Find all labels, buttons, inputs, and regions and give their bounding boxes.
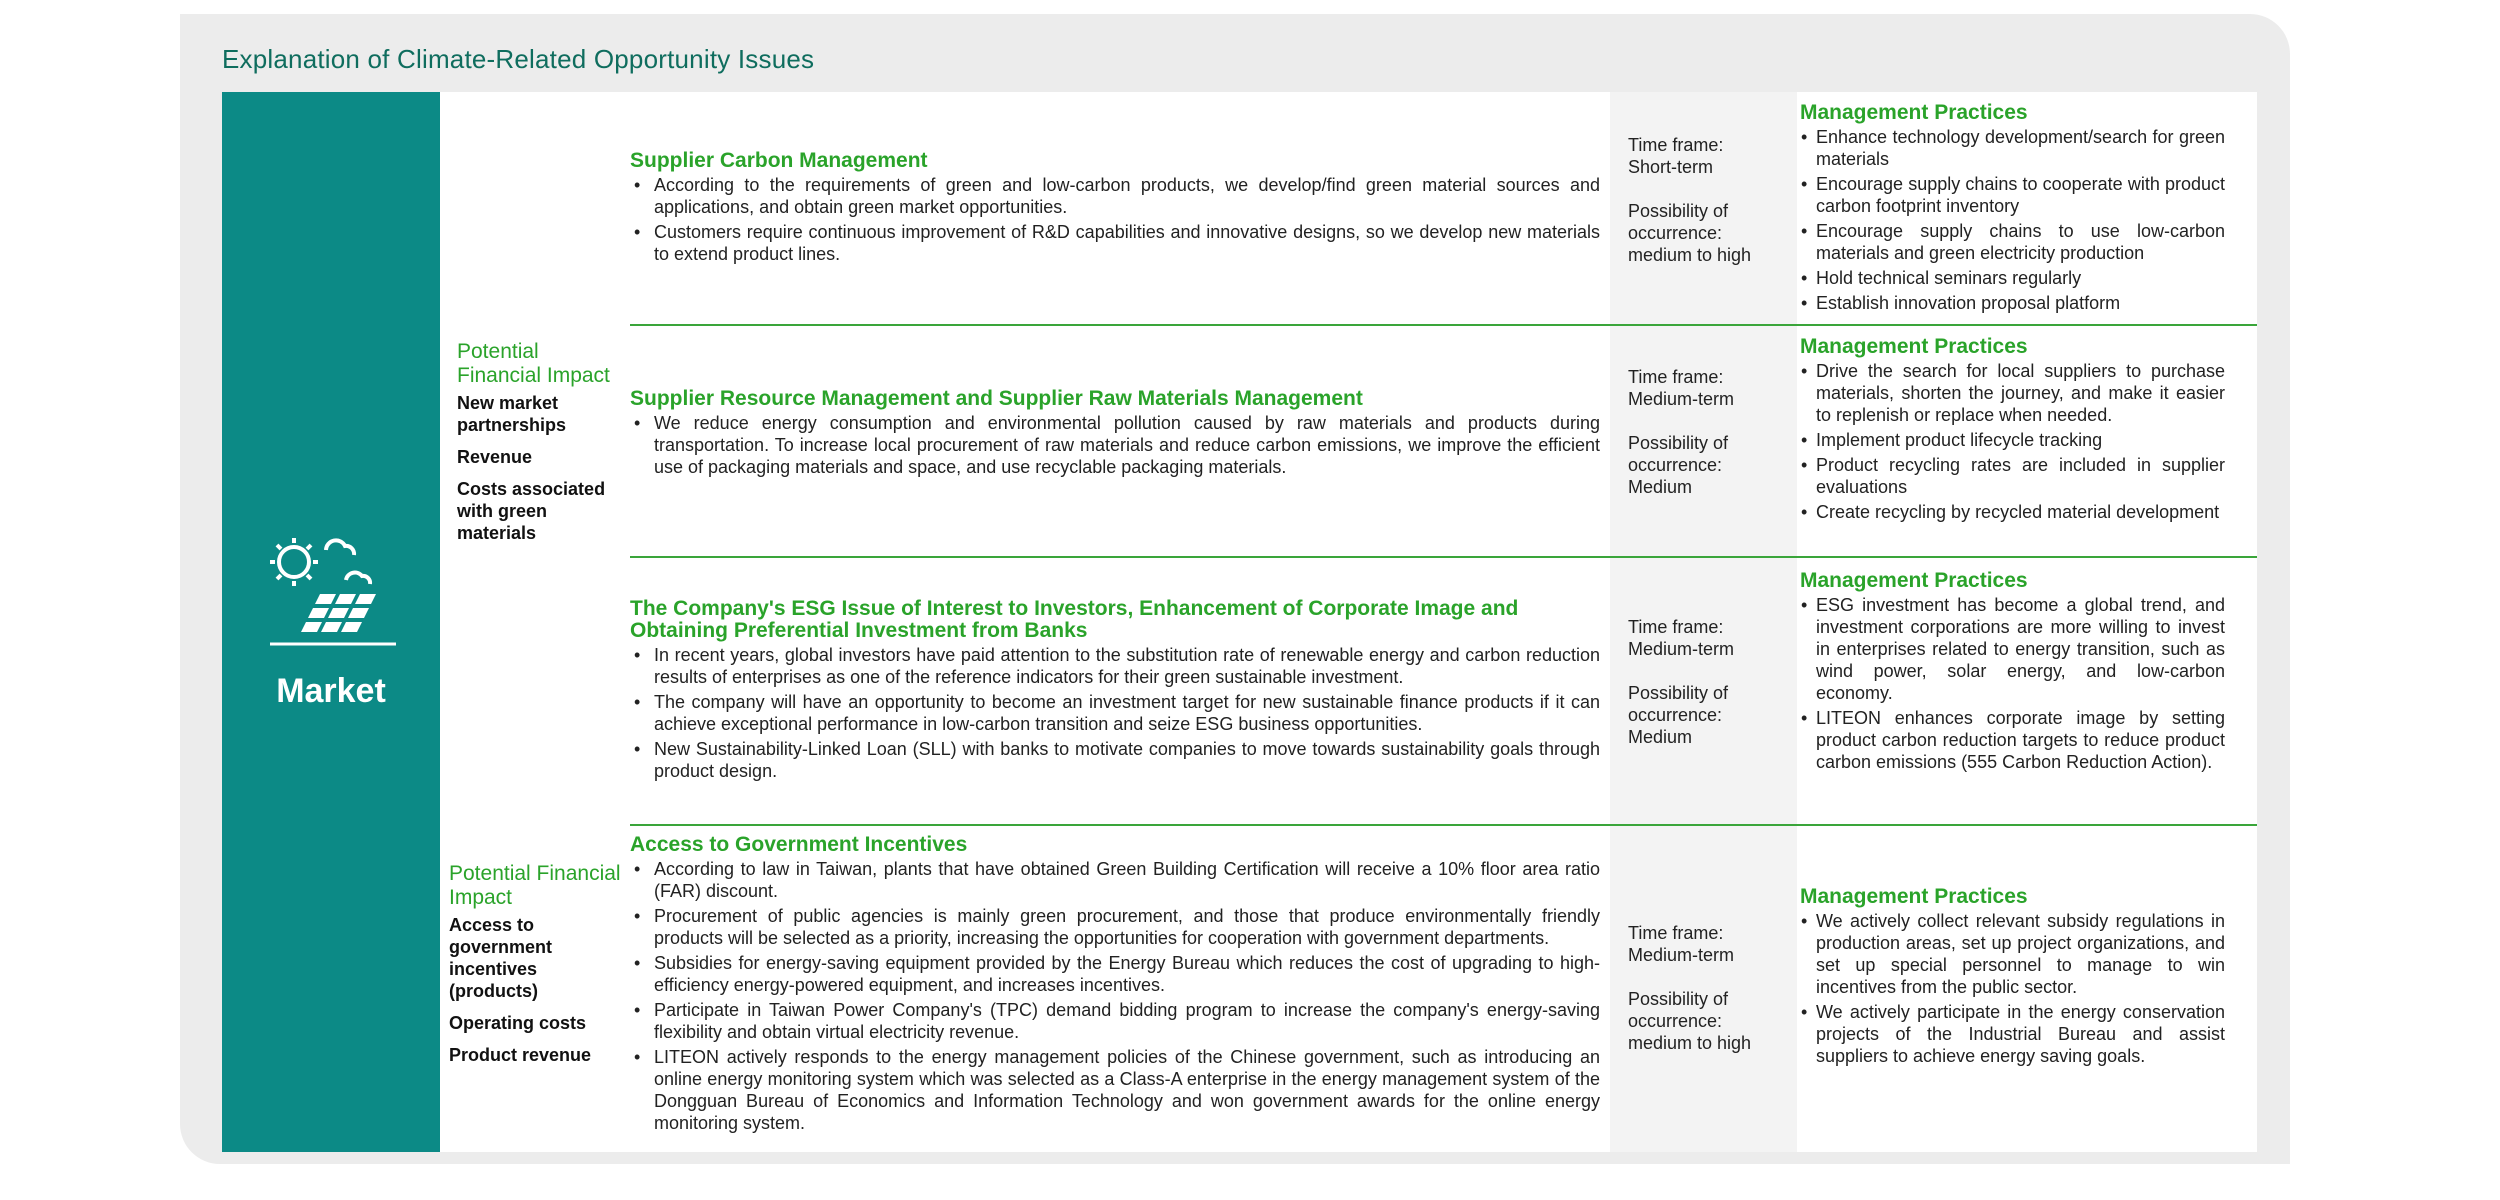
row-title: The Company's ESG Issue of Interest to Investors, Enhancement of Corporate Image and Obtaining Preferential Investment from Banks [630, 597, 1519, 642]
row-description [630, 388, 1600, 481]
time-frame-cell [1610, 558, 1797, 824]
time-frame-label: Time frame: [1628, 923, 1724, 943]
row-description [630, 834, 1600, 1137]
opportunity-row-1 [630, 92, 2257, 324]
solar-panel-sun-cloud-icon [268, 522, 398, 647]
list-item: • Customers require continuous improvement of R&D capabilities and innovative designs, so we develop new materials to extend product lines. [630, 221, 1600, 265]
management-cell [1800, 826, 2257, 1152]
possibility-value: medium to high [1628, 1033, 1752, 1053]
market-label: Market [276, 672, 386, 710]
list-item: • Procurement of public agencies is mainly green procurement, and those that produce environmentally friendly products will be selected as a priority, increasing the opportunities for cooperation with government departments. [630, 905, 1600, 949]
time-frame-cell [1610, 826, 1797, 1152]
list-item: • We reduce energy consumption and environmental pollution caused by raw materials and products during transportation. To increase local procurement of raw materials and reduce carbon emissions, we improve the efficient use of packaging materials and space, and use recyclable packaging materials. [630, 412, 1600, 478]
impact-item: Revenue [457, 447, 533, 467]
list-item: • Establish innovation proposal platform [1800, 292, 2225, 314]
list-item: • LITEON actively responds to the energy management policies of the Chinese government, such as introducing an online energy monitoring system which was selected as a Class-A enterprise in the energy management system of the Dongguan Bureau of Economics and Information Technology and won government awards for the online energy monitoring system. [630, 1046, 1600, 1134]
impact-item: Product revenue [449, 1045, 592, 1065]
list-item: • Enhance technology development/search for green materials [1800, 126, 2225, 170]
list-item: • New Sustainability-Linked Loan (SLL) with banks to motivate companies to move towards sustainability goals through product design. [630, 738, 1600, 782]
impact-item: Costs associated with green materials [457, 479, 606, 543]
row-title: Access to Government Incentives [630, 833, 968, 856]
list-item: • Subsidies for energy-saving equipment provided by the Energy Bureau which reduces the cost of upgrading to high-efficiency energy-powered equipment, and increases incentives. [630, 952, 1600, 996]
impact-item: Access to government incentives (products) [449, 915, 553, 1001]
list-item: • Hold technical seminars regularly [1800, 267, 2225, 289]
page-title: Explanation of Climate-Related Opportunity Issues [222, 44, 815, 74]
impact-group-title: Potential Financial Impact [457, 340, 610, 387]
management-cell [1800, 326, 2257, 556]
impact-group-2 [449, 862, 624, 1066]
row-title: Supplier Resource Management and Supplier Raw Materials Management [630, 387, 1363, 410]
possibility-label: Possibility of occurrence: [1628, 683, 1729, 725]
time-frame-value: Medium-term [1628, 389, 1735, 409]
possibility-value: medium to high [1628, 245, 1752, 265]
time-frame-value: Short-term [1628, 157, 1714, 177]
time-frame-cell [1610, 326, 1797, 556]
management-cell [1800, 92, 2257, 324]
list-item: • Encourage supply chains to use low-carbon materials and green electricity production [1800, 220, 2225, 264]
list-item: • Implement product lifecycle tracking [1800, 429, 2225, 451]
list-item: • Create recycling by recycled material development [1800, 501, 2225, 523]
impact-item: New market partnerships [457, 393, 567, 435]
opportunity-row-2 [630, 326, 2257, 556]
impact-group-1 [457, 340, 617, 544]
possibility-label: Possibility of occurrence: [1628, 201, 1729, 243]
impact-item: Operating costs [449, 1013, 587, 1033]
list-item: • LITEON enhances corporate image by setting product carbon reduction targets to reduce product carbon emissions (555 Carbon Reduction Action). [1800, 707, 2225, 773]
row-description [630, 598, 1600, 785]
opportunity-row-4 [630, 826, 2257, 1152]
list-item: • We actively participate in the energy conservation projects of the Industrial Bureau and assist suppliers to achieve energy saving goals. [1800, 1001, 2225, 1067]
opportunity-row-3 [630, 558, 2257, 824]
time-frame-label: Time frame: [1628, 617, 1724, 637]
row-description [630, 150, 1600, 268]
row-title: Supplier Carbon Management [630, 149, 928, 172]
list-item: • Participate in Taiwan Power Company's (TPC) demand bidding program to increase the company's energy-saving flexibility and obtain virtual electricity revenue. [630, 999, 1600, 1043]
possibility-value: Medium [1628, 477, 1693, 497]
management-cell [1800, 558, 2257, 824]
management-title: Management Practices [1800, 569, 2028, 592]
market-category-column [222, 92, 440, 1152]
list-item: • According to the requirements of green and low-carbon products, we develop/find green material sources and applications, and obtain green market opportunities. [630, 174, 1600, 218]
time-frame-value: Medium-term [1628, 639, 1735, 659]
management-title: Management Practices [1800, 101, 2028, 124]
list-item: • According to law in Taiwan, plants that have obtained Green Building Certification will receive a 10% floor area ratio (FAR) discount. [630, 858, 1600, 902]
possibility-value: Medium [1628, 727, 1693, 747]
possibility-label: Possibility of occurrence: [1628, 433, 1729, 475]
list-item: • Drive the search for local suppliers to purchase materials, shorten the journey, and make it easier to replenish or replace when needed. [1800, 360, 2225, 426]
impact-group-title: Potential Financial Impact [449, 862, 621, 909]
time-frame-value: Medium-term [1628, 945, 1735, 965]
opportunity-table [222, 92, 2257, 1152]
list-item: • Product recycling rates are included in supplier evaluations [1800, 454, 2225, 498]
possibility-label: Possibility of occurrence: [1628, 989, 1729, 1031]
management-title: Management Practices [1800, 885, 2028, 908]
list-item: • We actively collect relevant subsidy regulations in production areas, set up project organizations, and set up special personnel to manage to win incentives from the public sector. [1800, 910, 2225, 998]
management-title: Management Practices [1800, 335, 2028, 358]
list-item: • Encourage supply chains to cooperate with product carbon footprint inventory [1800, 173, 2225, 217]
row-bullets [630, 174, 1600, 265]
time-frame-cell [1610, 92, 1797, 324]
list-item: • In recent years, global investors have paid attention to the substitution rate of renewable energy and carbon reduction results of enterprises as one of the reference indicators for their green sustainable investment. [630, 644, 1600, 688]
list-item: • The company will have an opportunity to become an investment target for new sustainable finance products if it can achieve exceptional performance in low-carbon transition and seize ESG business opportunities. [630, 691, 1600, 735]
list-item: • ESG investment has become a global trend, and investment corporations are more willing to invest in enterprises related to energy transition, such as wind power, solar energy, and low-carbon economy. [1800, 594, 2225, 704]
time-frame-label: Time frame: [1628, 367, 1724, 387]
time-frame-label: Time frame: [1628, 135, 1724, 155]
